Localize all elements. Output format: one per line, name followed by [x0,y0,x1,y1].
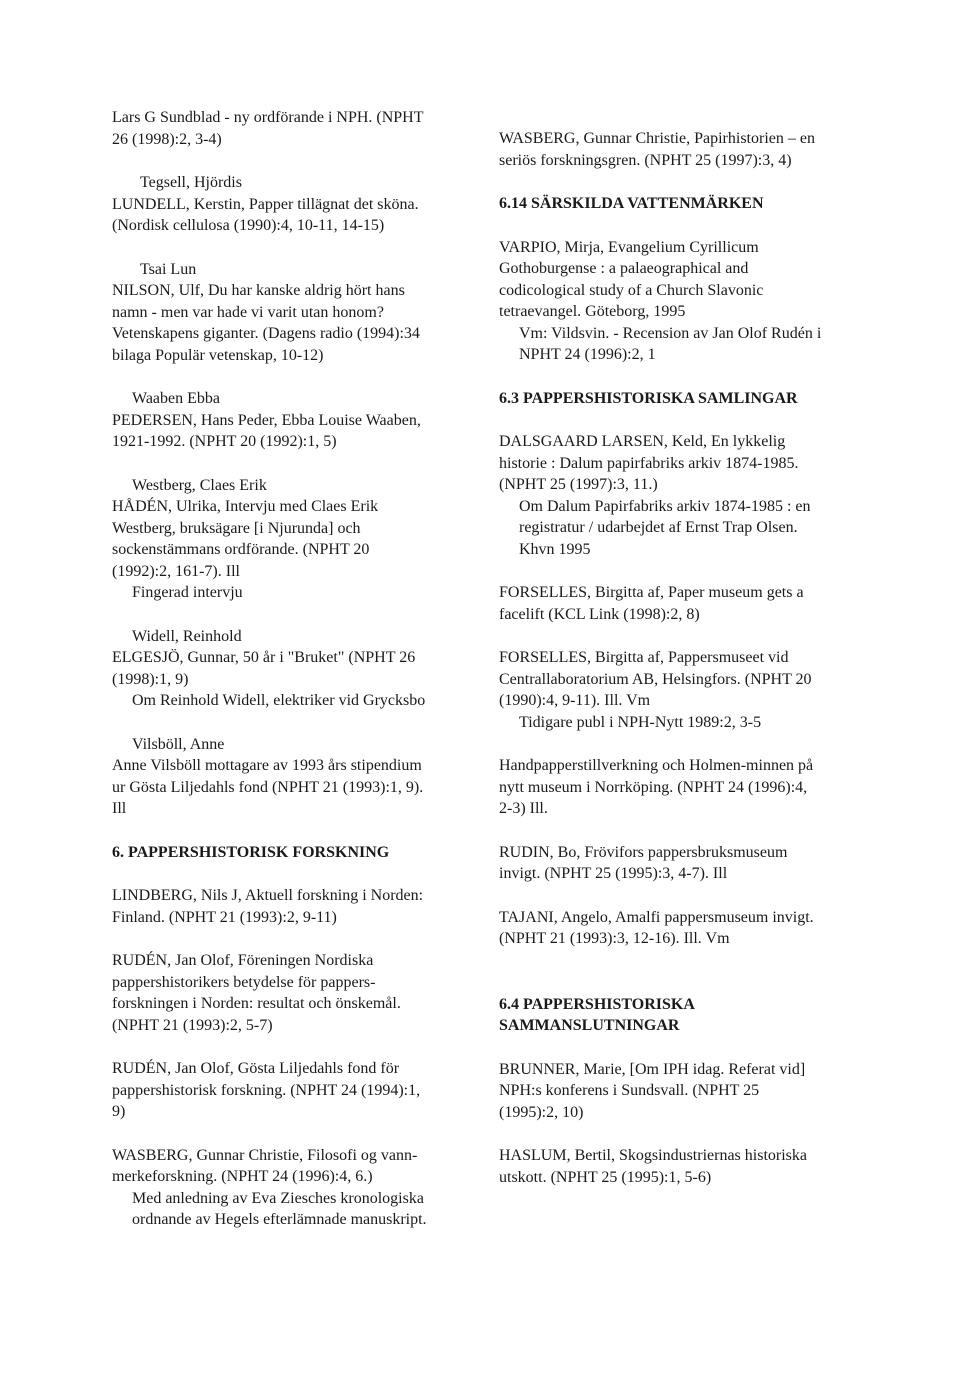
bibliography-entry [112,388,480,453]
entry-line: RUDÉN, Jan Olof, Föreningen Nordiska [112,952,374,969]
entry-line: codicological study of a Church Slavonic [499,281,764,299]
entry-line: ELGESJÖ, Gunnar, 50 år i "Bruket" (NPHT 26 [112,649,416,666]
section-heading [499,388,869,410]
entry-line: Westberg, bruksägare [i Njurunda] och [112,519,361,537]
bibliography-entry [112,172,480,237]
entry-line: Med anledning av Eva Ziesches kronologiska [132,1189,424,1207]
entry-line: historie : Dalum papirfabriks arkiv 1874-1985. [499,454,799,472]
entry-line: Anne Vilsböll mottagare av 1993 års stipendium [112,757,422,774]
bibliography-entry [112,475,480,604]
entry-line: Westberg, Claes Erik [132,476,267,494]
entry-line: tetraevangel. Göteborg, 1995 [499,303,686,320]
entry-line: Tsai Lun [140,260,197,278]
entry-line: HÅDÉN, Ulrika, Intervju med Claes Erik [112,498,379,515]
entry-line: 1921-1992. (NPHT 20 (1992):1, 5) [112,433,337,450]
entry-line: WASBERG, Gunnar Christie, Filosofi og vann- [112,1146,418,1164]
entry-line: Om Dalum Papirfabriks arkiv 1874-1985 : en [519,497,811,515]
entry-line: (1995):2, 10) [499,1103,584,1121]
entry-line: Waaben Ebba [132,390,220,407]
entry-line: 2-3) Ill. [499,800,548,817]
entry-line: forskningen i Norden: resultat och önskemål. [112,995,401,1012]
bibliography-entry [499,582,869,625]
bibliography-entry [112,1145,480,1231]
bibliography-entry [112,1058,480,1123]
entry-line: sockenstämmans ordförande. (NPHT 20 [112,541,370,558]
entry-line: (NPHT 21 (1993):2, 5-7) [112,1016,273,1034]
section-heading [112,842,480,864]
bibliography-entry [499,1059,869,1124]
entry-line: (Nordisk cellulosa (1990):4, 10-11, 14-15) [112,217,385,234]
entry-line: (NPHT 25 (1997):3, 11.) [499,476,658,493]
bibliography-entry [112,107,480,150]
entry-line: 6.4 PAPPERSHISTORISKA [499,995,695,1013]
bibliography-entry [499,907,869,950]
entry-line: bilaga Populär vetenskap, 10-12) [112,346,324,364]
entry-line: FORSELLES, Birgitta af, Pappersmuseet vid [499,649,789,666]
section-heading [499,193,869,215]
entry-line: Finland. (NPHT 21 (1993):2, 9-11) [112,908,337,926]
entry-line: (1998):1, 9) [112,670,189,688]
entry-line: 9) [112,1103,126,1120]
entry-line: Vilsböll, Anne [132,735,225,753]
bibliography-entry [499,755,869,820]
entry-line: Centrallaboratorium AB, Helsingfors. (NPHT 20 [499,670,812,688]
entry-line: Gothoburgense : a palaeographical and [499,260,749,277]
entry-line: LINDBERG, Nils J, Aktuell forskning i Norden: [112,887,424,904]
bibliography-entry [112,734,480,820]
entry-line: (NPHT 21 (1993):3, 12-16). Ill. Vm [499,930,730,947]
entry-line: PEDERSEN, Hans Peder, Ebba Louise Waaben, [112,411,421,429]
entry-line: pappershistorikers betydelse för pappers- [112,973,376,991]
entry-line: NPH:s konferens i Sundsvall. (NPHT 25 [499,1082,760,1099]
entry-line: ordnande av Hegels efterlämnade manuskript. [132,1211,427,1228]
entry-line: (1990):4, 9-11). Ill. Vm [499,692,651,709]
bibliography-entry [499,1145,869,1188]
entry-line: TAJANI, Angelo, Amalfi pappersmuseum invigt. [499,908,814,926]
right-column [499,128,869,1188]
entry-line: DALSGAARD LARSEN, Keld, En lykkelig [499,433,786,450]
entry-line: utskott. (NPHT 25 (1995):1, 5-6) [499,1168,712,1186]
entry-line: Widell, Reinhold [132,627,242,645]
entry-line: SAMMANSLUTNINGAR [499,1017,680,1034]
entry-line: RUDÉN, Jan Olof, Gösta Liljedahls fond för [112,1060,400,1077]
entry-line: 6.14 SÄRSKILDA VATTENMÄRKEN [499,195,764,212]
entry-line: Tidigare publ i NPH-Nytt 1989:2, 3-5 [519,713,762,731]
bibliography-entry [499,647,869,733]
bibliography-entry [112,626,480,712]
entry-line: nytt museum i Norrköping. (NPHT 24 (1996):4, [499,778,808,796]
entry-line: facelift (KCL Link (1998):2, 8) [499,605,700,623]
entry-line: VARPIO, Mirja, Evangelium Cyrillicum [499,238,759,256]
entry-line: Khvn 1995 [519,540,591,558]
bibliography-entry [499,431,869,560]
entry-line: seriös forskningsgren. (NPHT 25 (1997):3, 4) [499,151,792,169]
section-heading [499,994,869,1037]
entry-line: Ill [112,800,127,817]
entry-line: Fingerad intervju [132,584,243,601]
entry-line: merkeforskning. (NPHT 24 (1996):4, 6.) [112,1168,373,1185]
entry-line: Tegsell, Hjördis [140,174,242,191]
entry-line: pappershistorisk forskning. (NPHT 24 (1994):1, [112,1081,421,1099]
entry-line: LUNDELL, Kerstin, Papper tillägnat det sköna. [112,195,419,213]
entry-line: namn - men var hade vi varit utan honom? [112,303,384,321]
entry-line: registratur / udarbejdet af Ernst Trap Olsen. [519,519,798,536]
entry-line: ur Gösta Liljedahls fond (NPHT 21 (1993):1, 9). [112,778,424,796]
entry-line: FORSELLES, Birgitta af, Paper museum gets a [499,584,804,601]
entry-line: HASLUM, Bertil, Skogsindustriernas historiska [499,1147,807,1164]
entry-line: (1992):2, 161-7). Ill [112,562,240,580]
entry-line: Vm: Vildsvin. - Recension av Jan Olof Rudén i [519,324,822,342]
left-column [112,107,480,1231]
entry-line: NPHT 24 (1996):2, 1 [519,346,656,363]
entry-line: 26 (1998):2, 3-4) [112,130,222,148]
bibliography-entry [112,259,480,367]
bibliography-entry [499,237,869,366]
entry-line: invigt. (NPHT 25 (1995):3, 4-7). Ill [499,865,728,882]
entry-line: Lars G Sundblad - ny ordförande i NPH. (NPHT [112,109,424,126]
bibliography-entry [499,842,869,885]
bibliography-entry [499,128,869,171]
bibliography-entry [112,885,480,928]
bibliography-entry [112,950,480,1036]
entry-line: 6.3 PAPPERSHISTORISKA SAMLINGAR [499,389,798,407]
entry-line: Om Reinhold Widell, elektriker vid Grycksbo [132,692,426,709]
entry-line: BRUNNER, Marie, [Om IPH idag. Referat vid] [499,1060,806,1078]
entry-line: RUDIN, Bo, Frövifors pappersbruksmuseum [499,843,788,861]
entry-line: 6. PAPPERSHISTORISK FORSKNING [112,843,390,861]
entry-line: WASBERG, Gunnar Christie, Papirhistorien – en [499,130,815,147]
entry-line: Vetenskapens giganter. (Dagens radio (1994):34 [112,325,420,342]
entry-line: NILSON, Ulf, Du har kanske aldrig hört hans [112,282,405,299]
entry-line: Handpapperstillverkning och Holmen-minnen på [499,757,814,774]
